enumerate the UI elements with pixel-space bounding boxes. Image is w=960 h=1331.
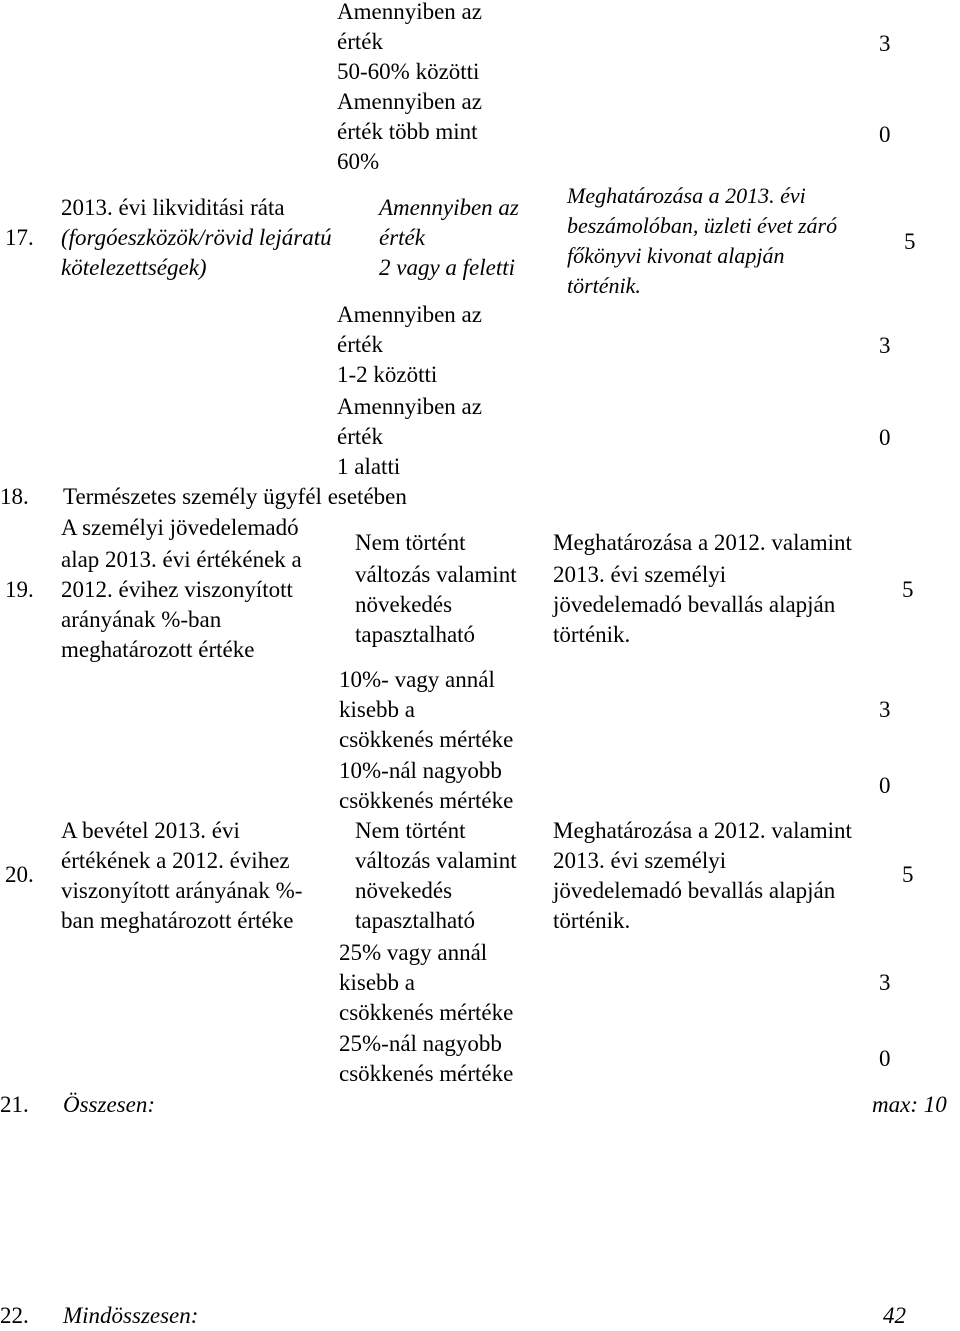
option-text: tapasztalható — [355, 908, 476, 933]
row-number: 21. — [0, 1092, 29, 1117]
option-text: érték több mint — [337, 119, 478, 144]
criterion-name: (forgóeszközök/rövid lejáratú — [61, 225, 332, 250]
method-text: jövedelemadó bevallás alapján — [553, 592, 836, 617]
criterion-name: 2013. évi likviditási ráta — [61, 195, 285, 220]
row-number: 20. — [5, 862, 34, 887]
option-text: változás valamint — [355, 562, 517, 587]
points-value: 0 — [879, 425, 891, 450]
option-text: Nem történt — [355, 530, 466, 555]
row-number: 17. — [5, 225, 34, 250]
row-number: 22. — [0, 1303, 29, 1328]
criterion-name: 2012. évihez viszonyított — [61, 577, 293, 602]
subtotal-value: max: 10 — [872, 1092, 947, 1117]
option-text: kisebb a — [339, 970, 416, 995]
criterion-name: arányának %-ban — [61, 607, 222, 632]
criterion-name: kötelezettségek) — [61, 255, 207, 280]
option-text: 50-60% közötti — [337, 59, 480, 84]
method-text: történik. — [567, 273, 641, 298]
subtotal-label: Összesen: — [63, 1092, 155, 1117]
option-text: érték — [337, 424, 383, 449]
criterion-name: viszonyított arányának %- — [61, 878, 303, 903]
points-value: 0 — [879, 122, 891, 147]
option-text: 2 vagy a feletti — [379, 255, 516, 280]
points-value: 5 — [902, 577, 914, 602]
points-value: 0 — [879, 1046, 891, 1071]
option-text: csökkenés mértéke — [339, 788, 514, 813]
option-text: növekedés — [355, 878, 453, 903]
option-text: Amennyiben az — [337, 302, 482, 327]
method-text: történik. — [553, 908, 631, 933]
option-text: tapasztalható — [355, 622, 476, 647]
option-text: Nem történt — [355, 818, 466, 843]
points-value: 3 — [879, 333, 891, 358]
option-text: 1-2 közötti — [337, 362, 438, 387]
section-heading: Természetes személy ügyfél esetében — [63, 484, 407, 509]
option-text: növekedés — [355, 592, 453, 617]
criterion-name: meghatározott értéke — [61, 637, 255, 662]
criterion-name: értékének a 2012. évihez — [61, 848, 290, 873]
row-number: 18. — [0, 484, 29, 509]
option-text: 60% — [337, 149, 380, 174]
option-text: 10%- vagy annál — [339, 667, 495, 692]
option-text: érték — [337, 29, 383, 54]
method-text: Meghatározása a 2013. évi — [567, 183, 806, 208]
option-text: 10%-nál nagyobb — [339, 758, 502, 783]
method-text: történik. — [553, 622, 631, 647]
method-text: Meghatározása a 2012. valamint — [553, 818, 852, 843]
option-text: kisebb a — [339, 697, 416, 722]
option-text: 1 alatti — [337, 454, 401, 479]
method-text: főkönyvi kivonat alapján — [567, 243, 785, 268]
points-value: 5 — [902, 862, 914, 887]
option-text: Amennyiben az — [379, 195, 519, 220]
option-text: változás valamint — [355, 848, 517, 873]
option-text: Amennyiben az — [337, 394, 482, 419]
method-text: 2013. évi személyi — [553, 848, 727, 873]
points-value: 5 — [904, 229, 916, 254]
total-value: 42 — [883, 1303, 906, 1328]
points-value: 0 — [879, 773, 891, 798]
option-text: csökkenés mértéke — [339, 1000, 514, 1025]
option-text: érték — [337, 332, 383, 357]
option-text: érték — [379, 225, 425, 250]
option-text: Amennyiben az — [337, 0, 482, 24]
method-text: Meghatározása a 2012. valamint — [553, 530, 852, 555]
method-text: beszámolóban, üzleti évet záró — [567, 213, 838, 238]
criterion-name: alap 2013. évi értékének a — [61, 547, 302, 572]
points-value: 3 — [879, 31, 891, 56]
criterion-name: A bevétel 2013. évi — [61, 818, 240, 843]
option-text: 25% vagy annál — [339, 940, 488, 965]
criterion-name: A személyi jövedelemadó — [61, 515, 299, 540]
criterion-name: ban meghatározott értéke — [61, 908, 294, 933]
option-text: csökkenés mértéke — [339, 727, 514, 752]
method-text: jövedelemadó bevallás alapján — [553, 878, 836, 903]
method-text: 2013. évi személyi — [553, 562, 727, 587]
option-text: 25%-nál nagyobb — [339, 1031, 502, 1056]
row-number: 19. — [5, 577, 34, 602]
option-text: csökkenés mértéke — [339, 1061, 514, 1086]
option-text: Amennyiben az — [337, 89, 482, 114]
total-label: Mindösszesen: — [63, 1303, 199, 1328]
points-value: 3 — [879, 970, 891, 995]
points-value: 3 — [879, 697, 891, 722]
